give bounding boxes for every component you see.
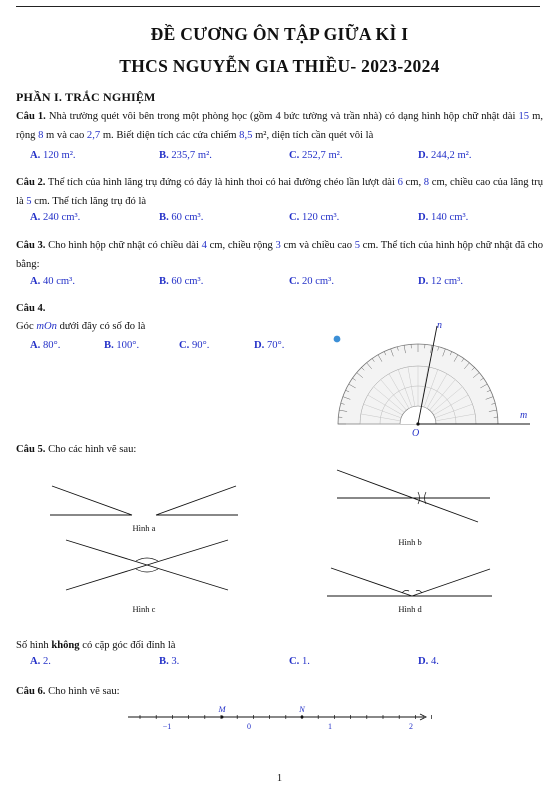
protractor-knob-icon: [334, 336, 341, 343]
q1-option-b[interactable]: B. 235,7 m².: [159, 150, 212, 161]
figure-c: [66, 540, 228, 590]
q5-option-b[interactable]: B. 3.: [159, 656, 180, 667]
caption-figure-c: Hình c: [132, 604, 156, 614]
tick-label-minus-1: −1: [162, 722, 172, 731]
tick-label-2: 2: [409, 722, 413, 731]
label-m: m: [520, 410, 528, 421]
question-label: Câu 5.: [16, 444, 46, 455]
q5-option-c[interactable]: C. 1.: [289, 656, 310, 667]
q2-option-b[interactable]: B. 60 cm³.: [159, 212, 204, 223]
q3-option-b[interactable]: B. 60 cm³.: [159, 276, 204, 287]
q4-option-d[interactable]: D. 70°.: [254, 340, 285, 351]
vertex-o: [416, 422, 419, 425]
question-5: Câu 5. Cho các hình vẽ sau:: [16, 444, 137, 455]
question-6: Câu 6. Cho hình vẽ sau:: [16, 686, 120, 697]
question-label: Câu 3.: [16, 240, 46, 251]
point-m: [221, 716, 224, 719]
protractor: [334, 336, 498, 424]
q3-option-a[interactable]: A. 40 cm³.: [30, 276, 75, 287]
caption-figure-a: Hình a: [132, 523, 156, 533]
q1-option-a[interactable]: A. 120 m².: [30, 150, 76, 161]
protractor-figure: [330, 318, 542, 440]
q1-option-c[interactable]: C. 252,7 m².: [289, 150, 343, 161]
figure-a: [50, 486, 238, 515]
q3-option-c[interactable]: C. 20 cm³.: [289, 276, 334, 287]
document-subtitle: THCS NGUYỄN GIA THIỀU- 2023-2024: [119, 56, 440, 76]
figure-d: [327, 568, 492, 596]
question-2: Câu 2. Thể tích của hình lăng trụ đứng có đáy là hình thoi có hai đường chéo lần lượt dài 6 cm, 8 cm, chiều cao của lăng trụ là 5 cm. Thể tích lăng trụ đó là: [16, 177, 543, 207]
section-heading: PHẦN I. TRẮC NGHIỆM: [16, 90, 156, 104]
point-n: [301, 716, 304, 719]
q3-option-d[interactable]: D. 12 cm³.: [418, 276, 463, 287]
caption-figure-b: Hình b: [398, 537, 422, 547]
q5-figures: [0, 462, 559, 622]
document-title: ĐỀ CƯƠNG ÔN TẬP GIỮA KÌ I: [150, 24, 409, 44]
point-m-label: M: [218, 704, 226, 714]
figure-b: [337, 470, 490, 522]
tick-label-1: 1: [328, 722, 332, 731]
q2-option-d[interactable]: D. 140 cm³.: [418, 212, 469, 223]
tick-label-0: 0: [247, 722, 251, 731]
q5-option-a[interactable]: A. 2.: [30, 656, 51, 667]
question-1: Câu 1. Nhà trường quét vôi bên trong một phòng học (gồm 4 bức tường và trần nhà) có dạng hình hộp chữ nhật dài 15 m, rộng 8 m và cao 2,7 m. Biết diện tích các cửa chiếm 8,5 m², diện tích cần quét vôi là: [16, 111, 544, 141]
page-number: 1: [276, 773, 283, 784]
point-n-label: N: [299, 704, 305, 714]
question-3: Câu 3. Cho hình hộp chữ nhật có chiều dài 4 cm, chiều rộng 3 cm và chiều cao 5 cm. Thể tích của hình hộp chữ nhật đã cho bằng:: [16, 240, 544, 270]
q4-option-c[interactable]: C. 90°.: [179, 340, 210, 351]
label-o: O: [412, 428, 420, 439]
q2-option-c[interactable]: C. 120 cm³.: [289, 212, 340, 223]
q2-option-a[interactable]: A. 240 cm³.: [30, 212, 81, 223]
q1-option-d[interactable]: D. 244,2 m².: [418, 150, 472, 161]
q4-option-a[interactable]: A. 80°.: [30, 340, 61, 351]
label-n: n: [437, 320, 442, 331]
question-label: Câu 2.: [16, 177, 46, 188]
caption-figure-d: Hình d: [398, 604, 422, 614]
question-label: Câu 4.: [16, 303, 46, 314]
q4-option-b[interactable]: B. 100°.: [104, 340, 140, 351]
top-rule: [16, 6, 540, 7]
question-4: [16, 299, 543, 318]
number-line: [120, 700, 440, 736]
question-label: Câu 6.: [16, 686, 46, 697]
question-5-ask: Số hình không có cặp góc đối đỉnh là: [16, 640, 176, 651]
q5-option-d[interactable]: D. 4.: [418, 656, 439, 667]
question-4-text: Góc mOn dưới đây có số đo là: [16, 321, 146, 332]
question-label: Câu 1.: [16, 111, 46, 122]
